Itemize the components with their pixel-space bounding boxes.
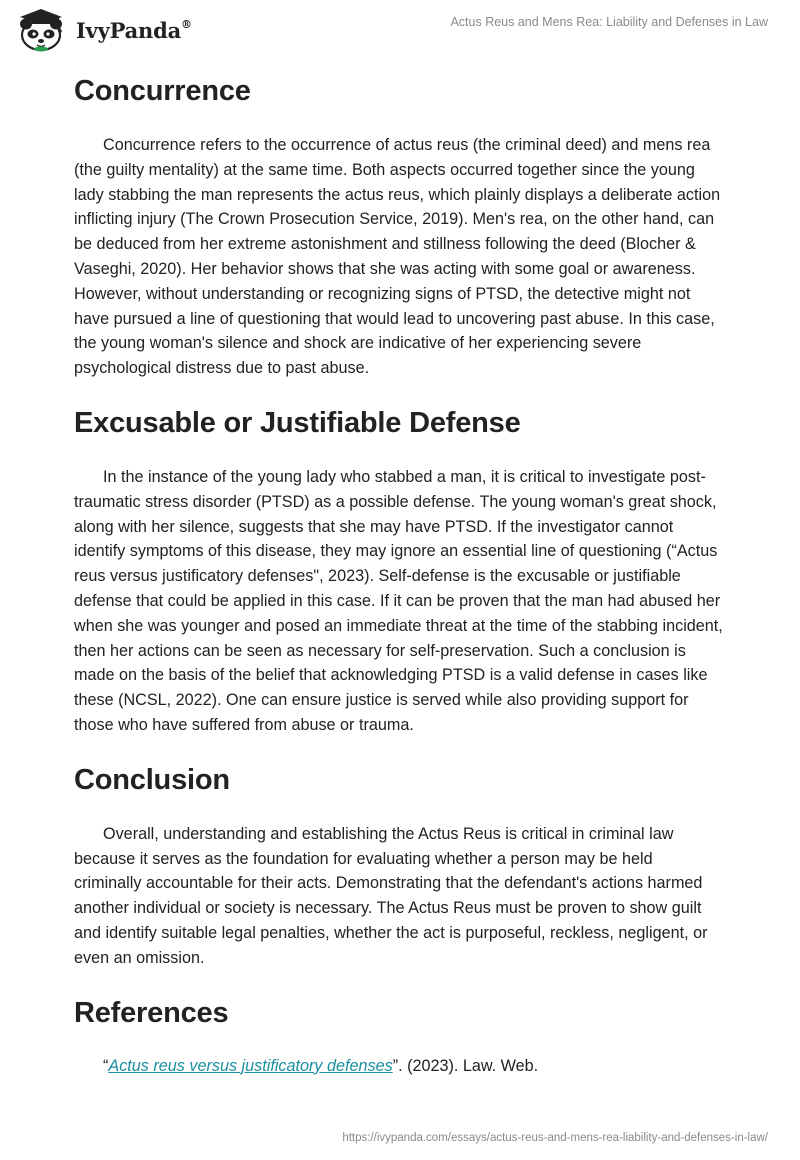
reference-link[interactable]: Actus reus versus justificatory defenses: [108, 1056, 393, 1075]
brand-name: IvyPanda®: [76, 17, 192, 43]
section-title-concurrence: Concurrence: [74, 75, 251, 107]
brand-logo[interactable]: [14, 8, 192, 52]
registered-mark: ®: [181, 17, 192, 31]
section-title-conclusion: Conclusion: [74, 763, 230, 796]
section-paragraph-conclusion: Overall, understanding and establishing the Actus Reus is critical in criminal law because it serves as the foundation for evaluating whether a person may be held criminally accountable for their acts. Demonstrating that the defendant's actions harmed another individual or society is necessary. The Actus Reus must be proven to show guilt and identify suitable legal penalties, whether the act is purposeful, reckless, negligent, or even an omission.: [74, 824, 708, 967]
panda-graduate-icon: [14, 8, 70, 52]
document-title: Actus Reus and Mens Rea: Liability and Defenses in Law: [450, 15, 768, 29]
section-paragraph-concurrence: Concurrence refers to the occurrence of actus reus (the criminal deed) and mens rea (the guilty mentality) at the same time. Both aspects occurred together since the young lady stabbing the man represents the actus reus, which plainly displays a deliberate action inflicting injury (The Crown Prosecution Service, 2019). Men's rea, on the other hand, can be deduced from her extreme astonishment and stillness following the deed (Blocher & Vaseghi, 2020). Her behavior shows that she was acting with some goal or awareness. However, without understanding or recognizing signs of PTSD, the detective might not have pursued a line of questioning that would lead to uncovering past abuse. In this case, the young woman's silence and shock are indicative of her experiencing severe psychological distress due to past abuse.: [74, 136, 721, 378]
essay-content: [74, 72, 724, 1078]
reference-open-quote: “: [103, 1056, 109, 1075]
references-title: References: [74, 996, 229, 1029]
reference-item: [74, 1054, 724, 1078]
reference-citation: ”. (2023). Law. Web.: [392, 1056, 539, 1075]
section-paragraph-defense: In the instance of the young lady who stabbed a man, it is critical to investigate post-traumatic stress disorder (PTSD) as a possible defense. The young woman's great shock, along with her silence, suggests that she may have PTSD. If the investigator cannot identify symptoms of this disease, they may ignore an essential line of questioning (“Actus reus versus justificatory defenses", 2023). Self-defense is the excusable or justifiable defense that could be applied in this case. If it can be proven that the man had abused her when she was younger and posed an immediate threat at the time of the stabbing incident, then her actions can be seen as necessary for self-preservation. Such a conclusion is made on the basis of the belief that acknowledging PTSD is a valid defense in cases like these (NCSL, 2022). One can ensure justice is served while also providing support for those who have suffered from abuse or trauma.: [74, 467, 723, 734]
section-title-defense: Excusable or Justifiable Defense: [74, 406, 521, 439]
footer-url[interactable]: https://ivypanda.com/essays/actus-reus-and-mens-rea-liability-and-defenses-in-law/: [342, 1132, 768, 1144]
page-header: [0, 0, 800, 60]
